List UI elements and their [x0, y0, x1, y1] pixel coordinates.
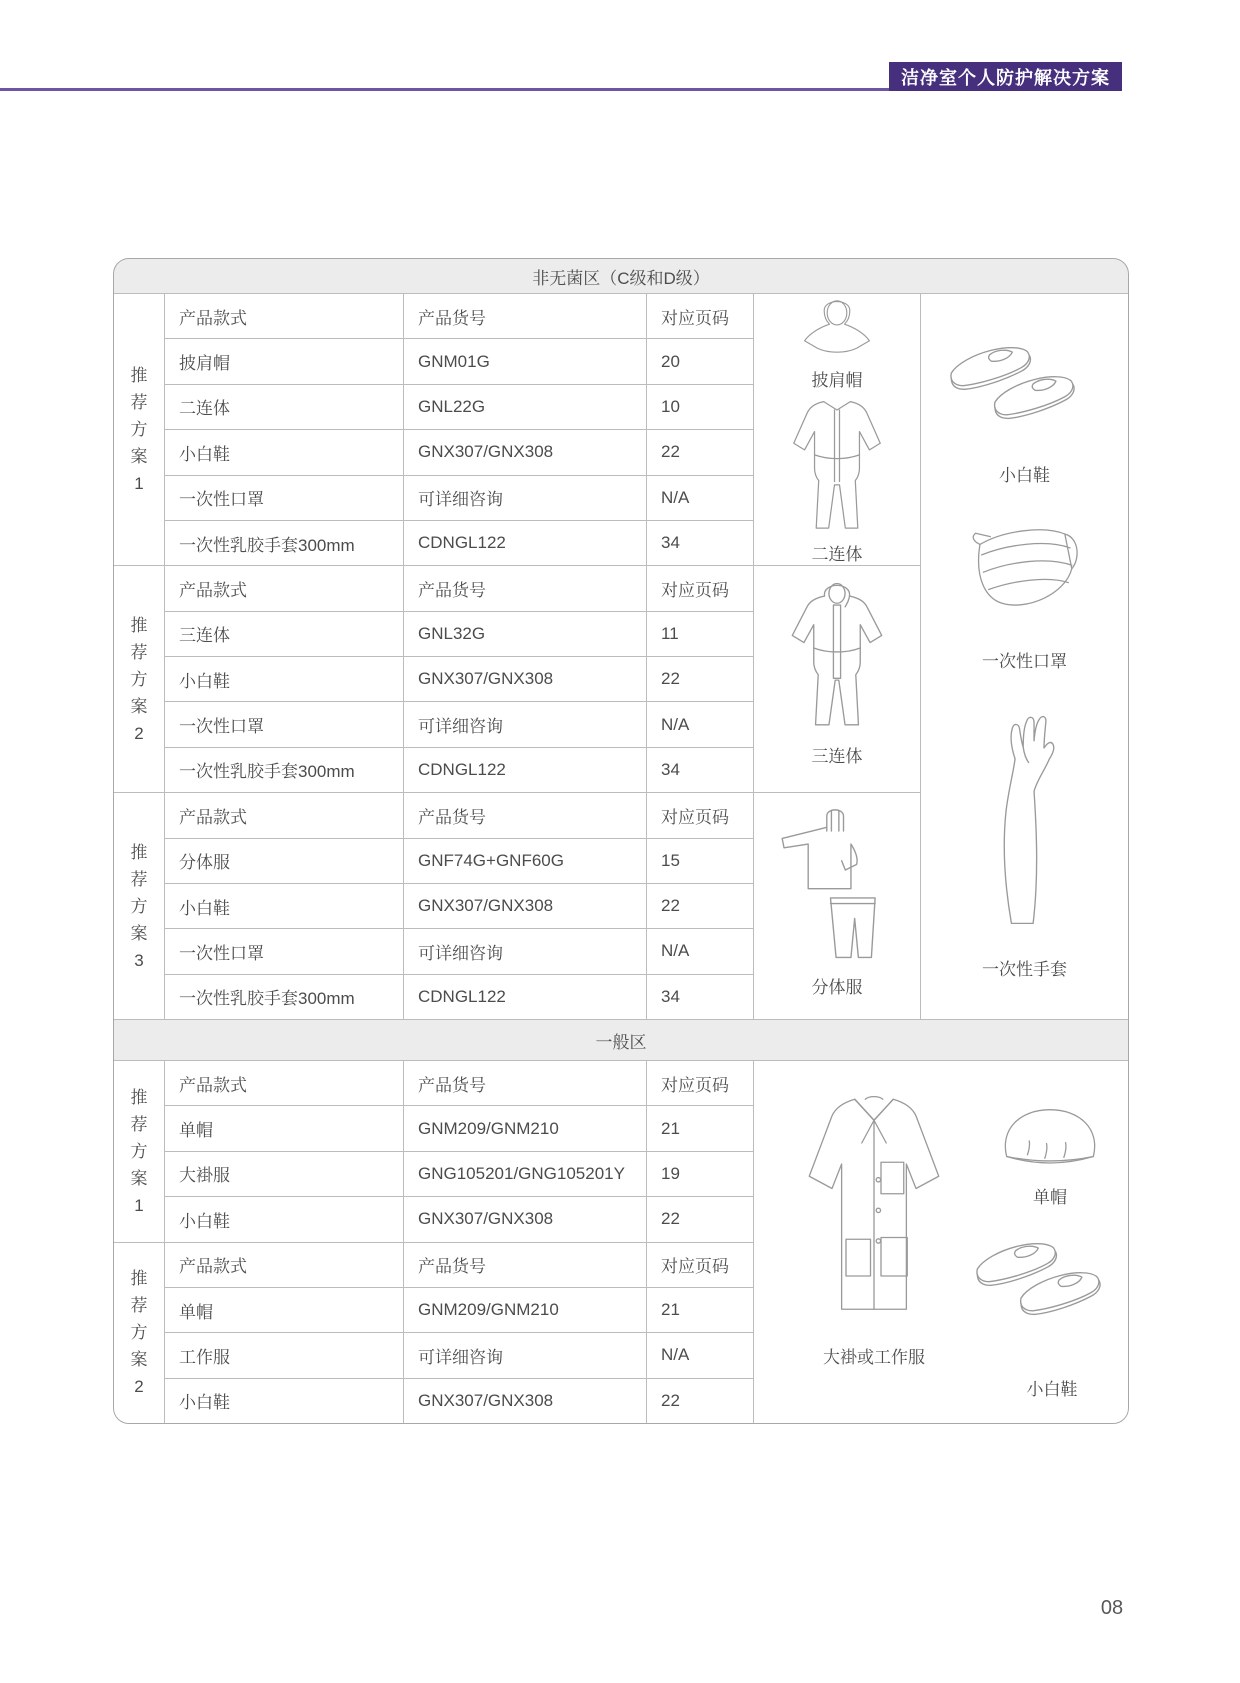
- product-style-cell: 小白鞋: [165, 1379, 403, 1423]
- page-number-cell: 19: [647, 1152, 753, 1196]
- column-header-page: 对应页码: [647, 566, 753, 610]
- column-header-page: 对应页码: [647, 1061, 753, 1105]
- plan-label-cell: [114, 294, 164, 565]
- banner-title: 洁净室个人防护解决方案: [901, 67, 1110, 88]
- column-header-sku: 产品货号: [404, 793, 646, 837]
- product-style-cell: 披肩帽: [165, 339, 403, 383]
- bouffant-cap-label: 单帽: [1033, 1188, 1067, 1207]
- product-sku-cell: GNM209/GNM210: [404, 1106, 646, 1150]
- product-sku-cell: 可详细咨询: [404, 702, 646, 746]
- product-sku-cell: GNX307/GNX308: [404, 430, 646, 474]
- plan-label: 推荐方案2: [130, 615, 148, 743]
- page-number-cell: 34: [647, 975, 753, 1019]
- product-style-cell: 一次性乳胶手套300mm: [165, 521, 403, 565]
- coverall-two-piece-label: 二连体: [811, 545, 863, 565]
- section-band-general: 一般区: [114, 1020, 1128, 1060]
- general-illustration-cell: [754, 1061, 1128, 1423]
- product-sku-cell: CDNGL122: [404, 748, 646, 792]
- product-style-cell: 单帽: [165, 1288, 403, 1332]
- page-number-cell: 21: [647, 1288, 753, 1332]
- split-suit-label: 分体服: [811, 978, 863, 998]
- plan-label-cell: [114, 1061, 164, 1242]
- column-header-style: 产品款式: [165, 1243, 403, 1287]
- product-style-cell: 小白鞋: [165, 884, 403, 928]
- coverall-three-piece-icon: [778, 580, 896, 732]
- plan-label: 推荐方案1: [130, 366, 148, 494]
- page-number-cell: 22: [647, 1197, 753, 1241]
- white-shoes-general-label: 小白鞋: [1026, 1380, 1078, 1399]
- column-header-style: 产品款式: [165, 294, 403, 338]
- column-header-style: 产品款式: [165, 793, 403, 837]
- gown-or-workwear-label: 大褂或工作服: [823, 1348, 925, 1367]
- hood-cape-icon: [797, 294, 877, 362]
- product-style-cell: 大褂服: [165, 1152, 403, 1196]
- product-style-cell: 一次性口罩: [165, 476, 403, 520]
- product-sku-cell: GNX307/GNX308: [404, 884, 646, 928]
- product-sku-cell: GNL32G: [404, 612, 646, 656]
- product-sku-cell: GNX307/GNX308: [404, 1197, 646, 1241]
- bouffant-cap-icon: [998, 1103, 1102, 1171]
- page-number-cell: 22: [647, 1379, 753, 1423]
- plan3-illustration-cell: [754, 793, 920, 1019]
- product-style-cell: 三连体: [165, 612, 403, 656]
- page-number-cell: 15: [647, 839, 753, 883]
- product-style-cell: 单帽: [165, 1106, 403, 1150]
- page-number-cell: 20: [647, 339, 753, 383]
- column-header-sku: 产品货号: [404, 1061, 646, 1105]
- section-band-nonsterile: 非无菌区（C级和D级）: [114, 259, 1128, 293]
- plan-label: 推荐方案3: [130, 842, 148, 970]
- page-number-cell: 22: [647, 657, 753, 701]
- page-number-cell: 34: [647, 748, 753, 792]
- product-sku-cell: 可详细咨询: [404, 476, 646, 520]
- disposable-gloves-label: 一次性手套: [982, 960, 1067, 980]
- column-header-page: 对应页码: [647, 1243, 753, 1287]
- product-sku-cell: 可详细咨询: [404, 1333, 646, 1377]
- column-header-page: 对应页码: [647, 294, 753, 338]
- split-suit-icon: [775, 805, 899, 963]
- column-header-style: 产品款式: [165, 566, 403, 610]
- side-illustration-cell: [921, 294, 1128, 1019]
- product-style-cell: 分体服: [165, 839, 403, 883]
- lab-coat-icon: [804, 1085, 944, 1327]
- page-number-cell: N/A: [647, 929, 753, 973]
- column-header-sku: 产品货号: [404, 566, 646, 610]
- disposable-gloves-icon: [981, 701, 1069, 927]
- white-shoes-icon: [946, 333, 1104, 433]
- page-number-cell: N/A: [647, 1333, 753, 1377]
- product-sku-cell: GNX307/GNX308: [404, 657, 646, 701]
- column-header-sku: 产品货号: [404, 294, 646, 338]
- coverall-two-piece-icon: [779, 395, 895, 536]
- disposable-mask-icon: [962, 515, 1088, 619]
- product-style-cell: 工作服: [165, 1333, 403, 1377]
- plan2-illustration-cell: [754, 566, 920, 792]
- product-sku-cell: GNG105201/GNG105201Y: [404, 1152, 646, 1196]
- white-shoes-general-icon: [972, 1229, 1129, 1329]
- page-number-cell: 22: [647, 430, 753, 474]
- product-sku-cell: GNL22G: [404, 385, 646, 429]
- column-header-style: 产品款式: [165, 1061, 403, 1105]
- white-shoes-label: 小白鞋: [999, 466, 1050, 486]
- recommendation-table: [113, 258, 1129, 1424]
- page-number: 08: [1100, 1597, 1124, 1619]
- plan-label: 推荐方案1: [130, 1087, 148, 1215]
- page-number-cell: 22: [647, 884, 753, 928]
- product-style-cell: 小白鞋: [165, 657, 403, 701]
- page-number-cell: 10: [647, 385, 753, 429]
- product-sku-cell: GNF74G+GNF60G: [404, 839, 646, 883]
- product-sku-cell: 可详细咨询: [404, 929, 646, 973]
- column-header-sku: 产品货号: [404, 1243, 646, 1287]
- column-header-page: 对应页码: [647, 793, 753, 837]
- page-number-cell: N/A: [647, 476, 753, 520]
- page-number-cell: 34: [647, 521, 753, 565]
- plan1-illustration-cell: [754, 294, 920, 565]
- product-sku-cell: CDNGL122: [404, 975, 646, 1019]
- plan-label-cell: [114, 793, 164, 1019]
- product-style-cell: 一次性乳胶手套300mm: [165, 975, 403, 1019]
- plan-label: 推荐方案2: [130, 1269, 148, 1397]
- plan-label-cell: [114, 566, 164, 792]
- product-sku-cell: GNM209/GNM210: [404, 1288, 646, 1332]
- disposable-mask-label: 一次性口罩: [982, 652, 1067, 672]
- hood-cape-label: 披肩帽: [811, 370, 863, 390]
- product-style-cell: 一次性口罩: [165, 702, 403, 746]
- plan-label-cell: [114, 1243, 164, 1424]
- product-sku-cell: GNM01G: [404, 339, 646, 383]
- product-sku-cell: CDNGL122: [404, 521, 646, 565]
- page-banner: [889, 62, 1122, 91]
- product-style-cell: 二连体: [165, 385, 403, 429]
- page-number-cell: N/A: [647, 702, 753, 746]
- product-style-cell: 小白鞋: [165, 1197, 403, 1241]
- product-sku-cell: GNX307/GNX308: [404, 1379, 646, 1423]
- product-style-cell: 小白鞋: [165, 430, 403, 474]
- page-number-cell: 11: [647, 612, 753, 656]
- page-number-cell: 21: [647, 1106, 753, 1150]
- product-style-cell: 一次性口罩: [165, 929, 403, 973]
- product-style-cell: 一次性乳胶手套300mm: [165, 748, 403, 792]
- coverall-three-piece-label: 三连体: [811, 747, 863, 767]
